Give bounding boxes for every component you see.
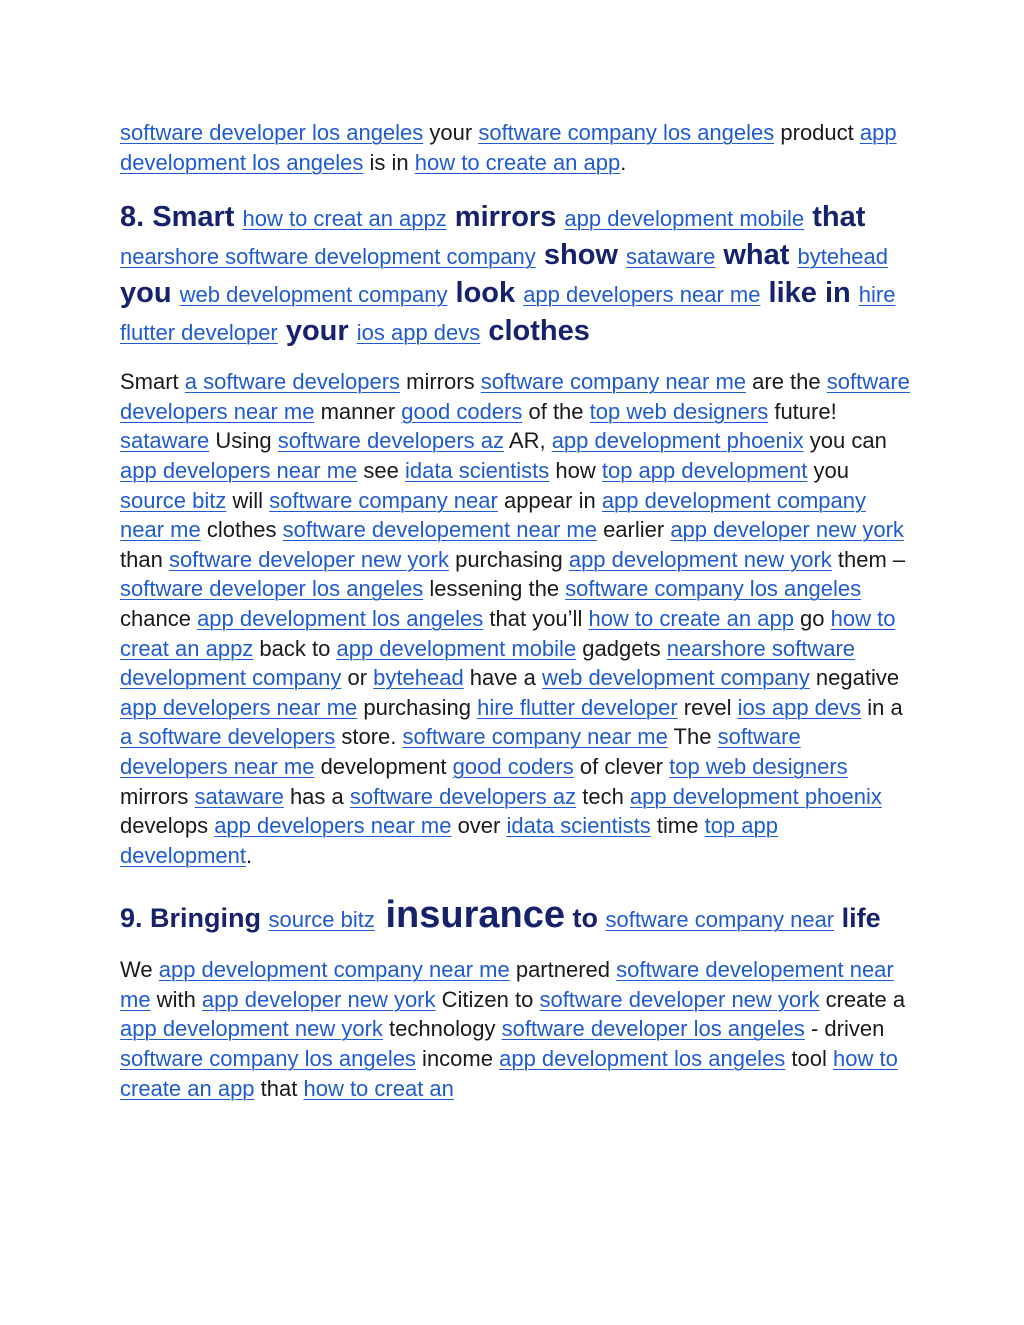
link-idata-scientists[interactable]: idata scientists [506,813,651,839]
link-software-developer-los-angeles[interactable]: software developer los angeles [501,1016,805,1042]
text-run: in a [861,694,903,720]
text-run: what [715,239,798,272]
link-bytehead[interactable]: bytehead [373,665,464,691]
text-run: of clever [573,753,670,779]
link-software-company-los-angeles[interactable]: software company los angeles [565,576,862,602]
text-run: store. [335,724,403,750]
text-run: development [314,753,453,779]
text-run: that you’ll [483,605,589,631]
text-run: your [423,120,479,145]
link-sataware[interactable]: sataware [120,428,210,454]
link-ios-app-devs[interactable]: ios app devs [737,694,862,720]
link-app-developers-near-me[interactable]: app developers near me [120,694,358,720]
link-how-to-create-an-app[interactable]: how to create an app [414,149,621,175]
link-how-to-creat-an-appz[interactable]: how to creat an appz [242,206,447,232]
text-run: AR, [504,428,552,454]
link-software-company-los-angeles[interactable]: software company los angeles [120,1046,416,1072]
link-app-developer-new-york[interactable]: app developer new york [201,986,436,1012]
link-a-software-developers[interactable]: a software developers [120,724,336,750]
text-run: of the [522,398,590,424]
text-run: lessening the [423,576,566,602]
link-app-development-phoenix[interactable]: app development phoenix [551,428,804,454]
text-run: than [120,546,169,572]
text-run: them – [831,546,906,572]
link-software-developer-new-york[interactable]: software developer new york [539,986,820,1012]
link-how-to-creat-an[interactable]: how to creat an [303,1075,454,1101]
link-app-developers-near-me[interactable]: app developers near me [214,813,452,839]
text-run: . [245,842,253,868]
intro-paragraph [120,118,910,177]
text-run: future! [768,398,837,424]
text-run: clothes [480,315,590,348]
text-run: technology [382,1016,502,1042]
link-software-developers-near-me[interactable]: software developers near me [120,369,910,424]
link-software-developers-near-me[interactable]: software developers near me [120,724,801,779]
text-run: see [357,457,405,483]
text-run: mirrors [400,369,481,395]
link-software-company-near-me[interactable]: software company near me [402,724,668,750]
text-run: revel [677,694,738,720]
text-run: purchasing [448,546,569,572]
link-software-developers-az[interactable]: software developers az [349,783,577,809]
link-top-web-designers[interactable]: top web designers [669,753,848,779]
link-app-development-los-angeles[interactable]: app development los angeles [499,1046,786,1072]
link-app-development-company-near-me[interactable]: app development company near me [120,487,866,543]
text-run: are the [746,369,827,395]
section-8-body [120,367,910,870]
text-run: partnered [509,957,617,983]
text-run: or [341,665,374,691]
link-nearshore-software-development-company[interactable]: nearshore software development company [120,635,856,691]
text-run: back to [253,635,337,661]
text-run: 8. Smart [120,201,243,234]
link-software-developement-near-me[interactable]: software developement near me [282,517,597,543]
text-run: mirrors [446,201,565,234]
text-run: to [564,903,606,934]
link-software-company-los-angeles[interactable]: software company los angeles [478,120,775,145]
text-run: manner [314,398,402,424]
text-run: mirrors [120,783,195,809]
text-run: appear in [497,487,602,513]
text-run: you [807,457,849,483]
text-run: your [277,315,357,348]
text-run: Citizen to [435,986,540,1012]
link-top-app-development[interactable]: top app development [120,813,778,868]
link-software-developer-los-angeles[interactable]: software developer los angeles [120,120,424,145]
link-idata-scientists[interactable]: idata scientists [404,457,550,483]
link-hire-flutter-developer[interactable]: hire flutter developer [477,694,678,720]
link-app-development-new-york[interactable]: app development new york [120,1016,383,1042]
link-source-bitz[interactable]: source bitz [120,487,227,513]
link-web-development-company[interactable]: web development company [179,282,448,308]
link-web-development-company[interactable]: web development company [541,665,810,691]
link-top-web-designers[interactable]: top web designers [589,398,769,424]
link-sataware[interactable]: sataware [626,244,716,270]
text-run: with [150,986,202,1012]
text-run: tool [785,1046,834,1072]
document-page [120,118,910,1103]
text-run: time [650,813,705,839]
text-run: We [120,957,159,983]
text-run: you can [803,428,887,454]
text-run: look [447,277,524,310]
text-run: you [120,277,180,310]
text-run: tech [576,783,630,809]
text-run: product [774,120,860,145]
text-run: that [254,1075,304,1101]
text-run: - driven [804,1016,885,1042]
text-run: has a [283,783,350,809]
link-software-company-near[interactable]: software company near [269,487,498,513]
link-app-development-phoenix[interactable]: app development phoenix [629,783,882,809]
text-run: 9. Bringing [120,903,269,934]
link-software-developer-new-york[interactable]: software developer new york [168,546,449,572]
text-run: that [804,201,866,234]
link-app-development-los-angeles[interactable]: app development los angeles [197,605,484,631]
link-software-company-near-me[interactable]: software company near me [480,369,747,395]
text-run: earlier [596,517,671,543]
text-run: The [667,724,718,750]
link-app-developers-near-me[interactable]: app developers near me [120,457,358,483]
link-nearshore-software-development-company[interactable]: nearshore software development company [120,244,536,270]
link-a-software-developers[interactable]: a software developers [184,369,401,395]
text-run: clothes [200,517,283,543]
text-run: Using [209,428,278,454]
link-how-to-create-an-app[interactable]: how to create an app [588,605,794,631]
link-app-developer-new-york[interactable]: app developer new york [670,517,904,543]
link-top-app-development[interactable]: top app development [601,457,808,483]
link-good-coders[interactable]: good coders [401,398,523,424]
section-8-heading [120,199,910,351]
link-app-developers-near-me[interactable]: app developers near me [523,282,761,308]
link-app-development-mobile[interactable]: app development mobile [336,635,577,661]
text-run: is in [363,149,415,175]
link-how-to-creat-an-appz[interactable]: how to creat an appz [120,605,896,661]
text-run: life [834,903,881,934]
text-run: show [535,239,627,272]
text-run: negative [809,665,900,691]
link-software-developers-az[interactable]: software developers az [277,428,504,454]
text-run: develops [120,813,215,839]
text-run: will [226,487,270,513]
text-run: Smart [120,369,185,395]
text-run: go [793,605,831,631]
heading-emphasis-text: insurance [374,894,565,937]
section-9-body [120,955,910,1103]
link-app-development-company-near-me[interactable]: app development company near me [158,957,510,983]
link-source-bitz[interactable]: source bitz [268,907,375,933]
text-run: create a [819,986,906,1012]
text-run: how [549,457,602,483]
text-run: . [620,149,627,175]
link-bytehead[interactable]: bytehead [797,244,889,270]
text-run: gadgets [576,635,667,661]
link-software-company-near[interactable]: software company near [605,907,835,933]
text-run: chance [120,605,198,631]
text-run: purchasing [357,694,478,720]
link-good-coders[interactable]: good coders [452,753,574,779]
link-hire-flutter-developer[interactable]: hire flutter developer [120,282,896,346]
section-9-heading [120,896,910,939]
link-software-developer-los-angeles[interactable]: software developer los angeles [120,576,424,602]
link-sataware[interactable]: sataware [194,783,284,809]
link-software-developement-near-me[interactable]: software developement near me [120,957,894,1012]
text-run: like in [760,277,859,310]
link-how-to-create-an-app[interactable]: how to create an app [120,1046,898,1101]
link-app-development-mobile[interactable]: app development mobile [564,206,805,232]
text-run: income [415,1046,500,1072]
link-app-development-new-york[interactable]: app development new york [568,546,832,572]
text-run: over [451,813,507,839]
link-ios-app-devs[interactable]: ios app devs [356,320,481,346]
text-run: have a [463,665,542,691]
link-app-development-los-angeles[interactable]: app development los angeles [120,120,897,175]
